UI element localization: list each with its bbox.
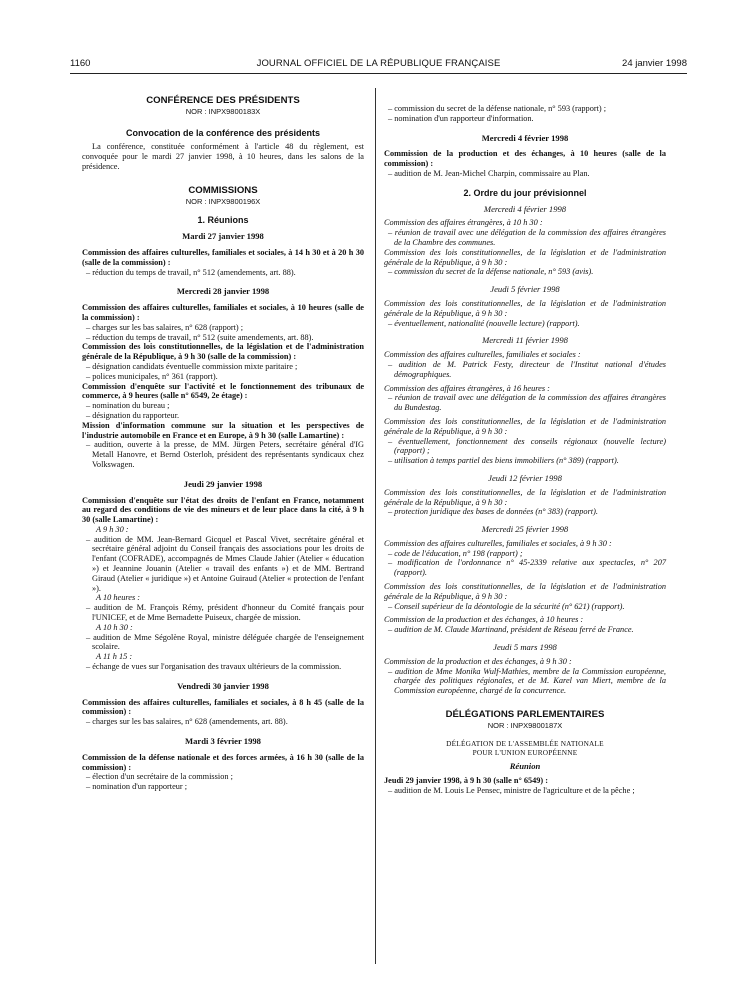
commission-entry: Commission des affaires étrangères, à 16 heures : [384,383,550,393]
day-heading: Mardi 27 janvier 1998 [182,231,264,242]
agenda-item: – audition de M. Claude Martinand, président de Réseau ferré de France. [388,625,634,635]
agenda-item: – éventuellement, nationalité (nouvelle lecture) (rapport). [388,318,580,328]
day-heading: Mercredi 4 février 1998 [481,132,569,143]
commission-entry: Commission des affaires culturelles, familiales et sociales, à 14 h 30 et à 20 h 30 (salle de la commission) : [82,247,364,267]
page-header [70,58,687,72]
commission-entry: Jeudi 29 janvier 1998, à 9 h 30 (salle n° 6549) : [384,776,549,786]
commission-entry: Commission des lois constitutionnelles, de la législation et de l'administration générale de la République, à 9 h 30 : [384,247,666,267]
meeting-heading: Réunion [509,761,541,772]
commission-entry: Commission d'enquête sur l'état des droits de l'enfant en France, notamment au regard des conditions de vie des mineurs et de leur place dans la cité, à 9 h 30 (salle Lamartine) : [82,495,364,525]
section-title: COMMISSIONS [188,184,258,196]
agenda-item: – réduction du temps de travail, n° 512 (suite amendements, art. 88). [86,332,314,342]
day-heading: Mercredi 11 février 1998 [482,335,568,346]
commission-entry: Commission de la production et des échanges, à 10 heures (salle de la commission) : [384,149,666,169]
commission-entry: Commission des lois constitutionnelles, de la législation et de l'administration générale de la République, à 9 h 30 : [384,582,666,601]
agenda-item: – polices municipales, n° 361 (rapport). [86,371,218,381]
header-rule [70,73,687,74]
commission-entry: Commission de la défense nationale et des forces armées, à 16 h 30 (salle de la commission) : [82,752,364,772]
commission-entry: Commission des affaires culturelles, familiales et sociales, à 10 heures (salle de la commission) : [82,303,364,322]
day-heading: Mardi 3 février 1998 [185,736,261,747]
page-number: 1160 [70,58,91,69]
column-divider [375,88,376,964]
agenda-item: – audition de Mme Monika Wulf-Mathies, membre de la Commission européenne, chargée des politiques régionales, et de M. Karel van Miert, membre de la Commission européenne, chargé de la concurrence. [388,666,666,696]
subsection-title: 2. Ordre du jour prévisionnel [463,187,587,198]
section-title: CONFÉRENCE DES PRÉSIDENTS [146,95,300,106]
agenda-item: – audition de MM. Jean-Bernard Gicquel et Pascal Vivet, secrétaire général et secrétaire général adjoint du Conseil français des associations pour les droits de l'enfant (COFRADE), accompagnés de Mmes Claude Jahier (Atelier « éducation ») et Jeannine Jouanin (Atelier « travail des enfants ») et de MM. Bertrand Giraud (Atelier « juridique ») et Antoine Guiraud (Atelier « protection de l'enfant »). [86,534,364,593]
commission-entry: Commission des lois constitutionnelles, de la législation et de l'administration générale de la République, à 9 h 30 : [384,416,666,436]
subsection-title: Convocation de la conférence des présidents [125,127,321,138]
time-slot: A 9 h 30 : [96,524,129,534]
day-heading: Jeudi 5 février 1998 [490,284,560,295]
agenda-item: – éventuellement, fonctionnement des conseils régionaux (nouvelle lecture) (rapport) ; [388,436,666,456]
delegation-name: POUR L'UNION EUROPÉENNE [472,748,578,758]
commission-entry: Commission de la production et des échanges, à 9 h 30 : [384,656,572,666]
agenda-item: – commission du secret de la défense nationale, n° 593 (avis). [388,267,594,277]
day-heading: Jeudi 5 mars 1998 [493,642,557,653]
agenda-item: – échange de vues sur l'organisation des travaux ultérieurs de la commission. [86,662,342,672]
nor-reference: NOR : INPX9800187X [487,720,563,730]
agenda-item: – élection d'un secrétaire de la commission ; [86,772,233,782]
agenda-item: – nomination du bureau ; [86,401,170,411]
nor-reference: NOR : INPX9800196X [185,196,261,206]
agenda-item: – réunion de travail avec une délégation de la commission des affaires étrangères du Bundestag. [388,393,666,413]
agenda-item: – Conseil supérieur de la déontologie de la sécurité (n° 621) (rapport). [388,601,625,611]
agenda-item: – nomination d'un rapporteur ; [86,782,188,792]
left-column [82,96,364,792]
commission-entry: Commission des lois constitutionnelles, de la législation et de l'administration générale de la République, à 9 h 30 (salle de la commission) : [82,342,364,362]
agenda-item: – commission du secret de la défense nationale, n° 593 (rapport) ; [388,104,607,113]
agenda-item: – audition de M. Patrick Festy, directeur de l'Institut national d'études démographiques. [388,359,666,379]
subsection-title: 1. Réunions [197,215,249,226]
time-slot: A 10 h 30 : [96,622,133,632]
commission-entry: Commission des affaires culturelles, familiales et sociales : [384,350,581,360]
issue-date: 24 janvier 1998 [622,58,687,69]
agenda-item: – réduction du temps de travail, n° 512 (amendements, art. 88). [86,267,296,277]
agenda-item: – audition de M. Jean-Michel Charpin, commissaire au Plan. [388,168,590,178]
agenda-item: – audition, ouverte à la presse, de MM. Jürgen Peters, secrétaire général d'IG Metall Hanovre, et Bernd Osterloh, président des représentants syndicaux chez Volkswagen. [86,440,364,469]
commission-entry: Commission des lois constitutionnelles, de la législation et de l'administration générale de la République, à 9 h 30 : [384,487,666,507]
agenda-item: – réunion de travail avec une délégation de la commission des affaires étrangères de la Chambre des communes. [388,228,666,247]
agenda-item: – désignation du rapporteur. [86,410,180,420]
day-heading: Mercredi 25 février 1998 [481,524,569,535]
commission-entry: Commission des lois constitutionnelles, de la législation et de l'administration générale de la République, à 9 h 30 : [384,298,666,318]
agenda-item: – protection juridique des bases de données (n° 383) (rapport). [388,507,598,517]
day-heading: Mercredi 4 février 1998 [483,203,567,214]
section-title: DÉLÉGATIONS PARLEMENTAIRES [445,709,605,721]
commission-entry: Commission d'enquête sur l'activité et le fonctionnement des tribunaux de commerce, à 9 heures (salle n° 6549, 2e étage) : [82,381,364,401]
nor-reference: NOR : INPX9800183X [185,106,261,116]
time-slot: A 10 heures : [96,593,141,603]
delegation-name: DÉLÉGATION DE L'ASSEMBLÉE NATIONALE [446,738,604,748]
commission-entry: Mission d'information commune sur la situation et les perspectives de l'industrie automobile en France et en Europe, à 9 h 30 (salle Lamartine) : [82,420,364,440]
agenda-item: – désignation candidats éventuelle commission mixte paritaire ; [86,361,298,371]
agenda-item: – audition de M. François Rémy, président d'honneur du Comité français pour l'UNICEF, et de Mme Bernadette Puiseux, chargée de mission. [86,603,364,623]
time-slot: A 11 h 15 : [96,652,133,662]
agenda-item: – charges sur les bas salaires, n° 628 (amendements, art. 88). [86,717,288,727]
right-column [384,104,666,796]
agenda-item: – modification de l'ordonnance n° 45-2339 relative aux spectacles, n° 207 (rapport). [388,558,666,578]
commission-entry: Commission des affaires étrangères, à 10 h 30 : [384,218,543,228]
commission-entry: Commission des affaires culturelles, familiales et sociales, à 9 h 30 : [384,538,612,548]
agenda-item: – audition de M. Louis Le Pensec, ministre de l'agriculture et de la pêche ; [388,785,635,795]
paragraph: La conférence, constituée conformément à l'article 48 du règlement, est convoquée pour le mardi 27 janvier 1998, à 10 heures, dans les salons de la présidence. [82,142,364,171]
day-heading: Jeudi 29 janvier 1998 [183,478,263,489]
commission-entry: Commission des affaires culturelles, familiales et sociales, à 8 h 45 (salle de la commission) : [82,697,364,717]
day-heading: Jeudi 12 février 1998 [488,472,562,483]
agenda-item: – charges sur les bas salaires, n° 628 (rapport) ; [86,322,244,332]
agenda-item: – nomination d'un rapporteur d'information. [388,113,534,123]
day-heading: Vendredi 30 janvier 1998 [177,680,269,691]
journal-title: JOURNAL OFFICIEL DE LA RÉPUBLIQUE FRANÇAISE [256,58,501,69]
agenda-item: – utilisation à temps partiel des biens immobiliers (n° 389) (rapport). [388,456,619,466]
day-heading: Mercredi 28 janvier 1998 [176,286,270,297]
agenda-item: – audition de Mme Ségolène Royal, ministre déléguée chargée de l'enseignement scolaire. [86,632,364,652]
agenda-item: – code de l'éducation, n° 198 (rapport) ; [388,548,523,558]
commission-entry: Commission de la production et des échanges, à 10 heures : [384,615,584,625]
